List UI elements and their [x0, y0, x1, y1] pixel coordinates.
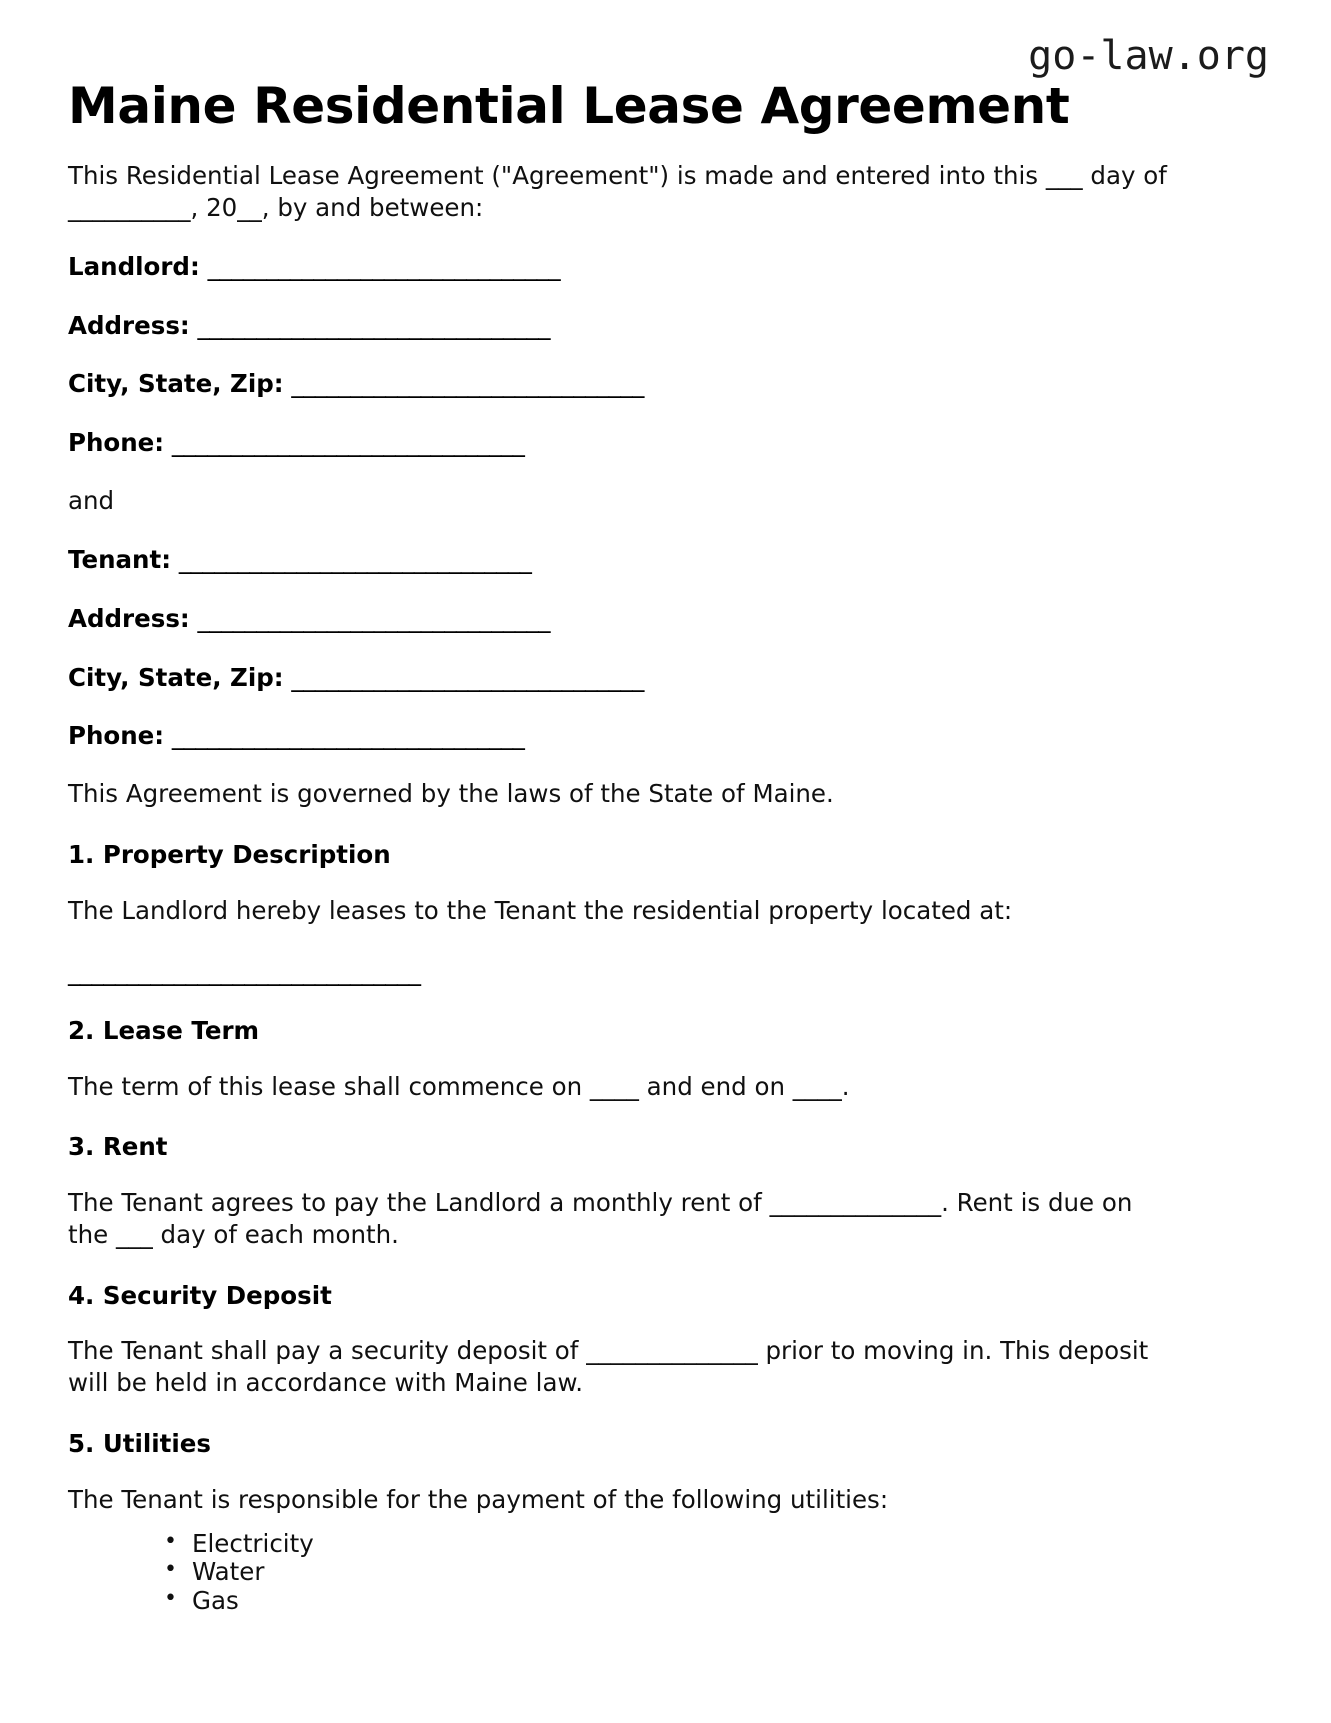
field-blank[interactable]: ______________________________ [197, 310, 550, 340]
field-tenant-name [68, 517, 1271, 576]
property-address-blank[interactable]: ______________________________ [68, 956, 421, 986]
field-label: City, State, Zip: [68, 662, 284, 692]
section-body-rent: The Tenant agrees to pay the Landlord a monthly rent of ______________. Rent is due on the ___ day of each month. [68, 1188, 1133, 1249]
field-landlord-name [68, 224, 1271, 283]
list-item: • Electricity [164, 1530, 1271, 1559]
governing-law-paragraph: This Agreement is governed by the laws of the State of Maine. [68, 779, 834, 809]
list-item: • Gas [164, 1587, 1271, 1616]
list-item: • Water [164, 1558, 1271, 1587]
intro-paragraph: This Residential Lease Agreement ("Agreement") is made and entered into this ___ day of __________, 20__, by and between: [68, 161, 1167, 222]
field-tenant-phone [68, 693, 1271, 752]
section-body-security-deposit: The Tenant shall pay a security deposit of ______________ prior to moving in. This deposit will be held in accordance with Maine law. [68, 1336, 1149, 1398]
section-heading-rent: 3. Rent [68, 1132, 168, 1162]
section-body-utilities: The Tenant is responsible for the payment of the following utilities: [68, 1484, 889, 1514]
field-blank[interactable]: ______________________________ [171, 428, 525, 458]
field-blank[interactable]: ______________________________ [178, 544, 532, 574]
field-blank[interactable]: ______________________________ [197, 603, 550, 633]
field-landlord-phone [68, 400, 1271, 459]
field-label: Landlord: [68, 251, 200, 281]
field-tenant-address [68, 576, 1271, 635]
field-label: Phone: [68, 721, 165, 751]
field-tenant-city-state-zip [68, 635, 1271, 694]
utilities-list [68, 1516, 1271, 1617]
field-label: Phone: [68, 428, 165, 458]
field-blank[interactable]: ______________________________ [171, 721, 525, 751]
section-heading-property-description: 1. Property Description [68, 840, 391, 870]
field-blank[interactable]: ______________________________ [291, 369, 644, 399]
section-heading-security-deposit: 4. Security Deposit [68, 1280, 332, 1310]
section-heading-utilities: 5. Utilities [68, 1429, 211, 1459]
section-heading-lease-term: 2. Lease Term [68, 1015, 260, 1045]
and-connector: and [68, 486, 115, 516]
field-blank[interactable]: ______________________________ [207, 251, 561, 281]
field-landlord-address [68, 283, 1271, 342]
section-body-property-description: The Landlord hereby leases to the Tenant the residential property located at: [68, 895, 1013, 925]
field-label: Address: [68, 603, 190, 633]
field-label: City, State, Zip: [68, 369, 284, 399]
site-logo: go-law.org [1028, 33, 1269, 79]
field-label: Tenant: [68, 544, 172, 574]
field-landlord-city-state-zip [68, 341, 1271, 400]
field-label: Address: [68, 310, 190, 340]
field-blank[interactable]: ______________________________ [291, 662, 644, 692]
section-body-lease-term: The term of this lease shall commence on ____ and end on ____. [68, 1071, 850, 1101]
page-title: Maine Residential Lease Agreement [68, 77, 1070, 135]
